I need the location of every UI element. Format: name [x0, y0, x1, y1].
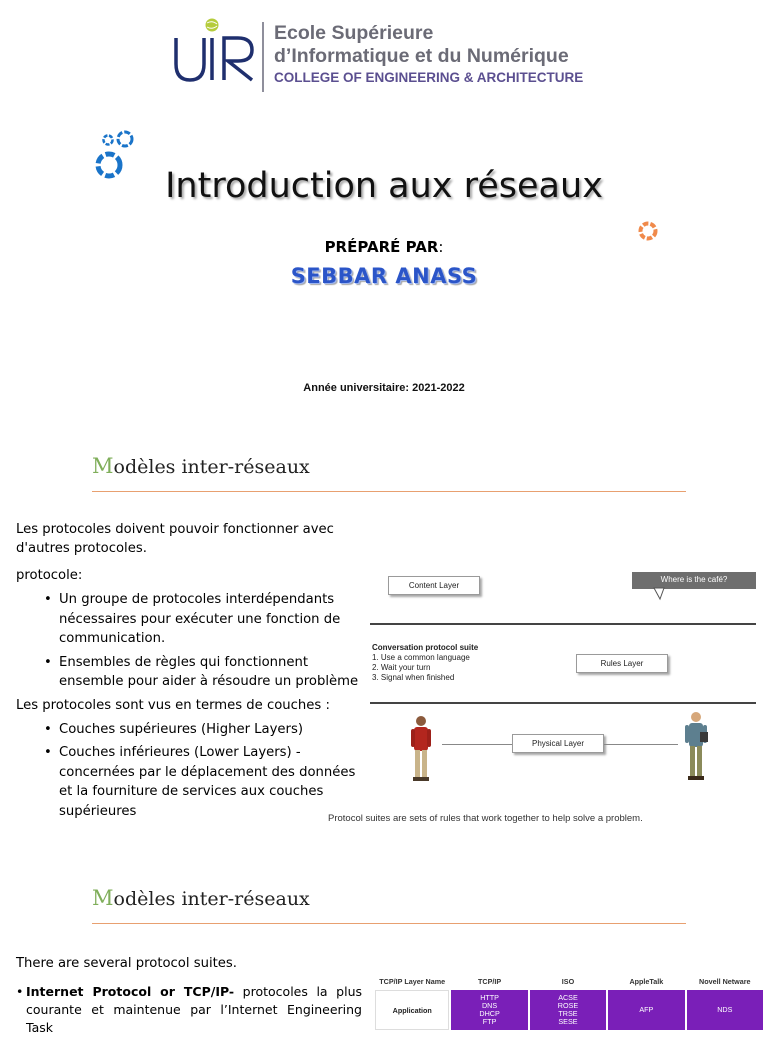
rules-layer-box: Rules Layer	[576, 654, 668, 673]
uir-logo	[172, 14, 622, 94]
paragraph-layers: Les protocoles sont vus en termes de couches :	[16, 697, 330, 713]
protocol-suite-figure	[322, 568, 768, 838]
logo-text	[274, 22, 583, 87]
slide-body-text	[16, 520, 366, 825]
internetwork-models-slide	[0, 432, 768, 852]
list-item: • Couches inférieures (Lower Layers) - concernées par le déplacement des données et la fourniture de services aux couches supérieures	[44, 743, 366, 821]
heading-initial: M	[92, 454, 114, 478]
heading-underline	[92, 923, 686, 924]
academic-year: Année universitaire: 2021-2022	[303, 382, 465, 394]
person-right-icon	[682, 710, 710, 784]
suite-rule: 3. Signal when finished	[372, 673, 455, 682]
protocol-suite-table	[373, 964, 765, 1032]
protocol-name: FTP	[482, 1017, 497, 1026]
table-cell-layer: Application	[375, 990, 449, 1030]
connection-line	[604, 744, 678, 745]
speech-bubble-tail-icon	[652, 588, 666, 600]
slide-heading	[92, 886, 310, 910]
protocol-name: AFP	[639, 1005, 654, 1014]
table-cell-appletalk	[608, 990, 684, 1030]
suite-rule: 1. Use a common language	[372, 653, 470, 662]
prepared-by-text: PRÉPARÉ PAR	[324, 238, 439, 256]
protocol-name: DNS	[481, 1001, 498, 1010]
logo-school-line1: Ecole Supérieure	[274, 22, 434, 44]
physical-layer-box: Physical Layer	[512, 734, 604, 753]
paragraph-suites: There are several protocol suites.	[16, 956, 237, 971]
author-name: SEBBAR ANASS	[290, 264, 478, 288]
uir-logo-mark	[172, 14, 260, 94]
table-cell-tcpip	[451, 990, 527, 1030]
presentation-title: Introduction aux réseaux	[165, 166, 603, 206]
table-row	[375, 990, 763, 1030]
suites-list	[16, 983, 362, 1037]
list-item: • Couches supérieures (Higher Layers)	[44, 720, 366, 740]
heading-underline	[92, 491, 686, 492]
table-header-row	[375, 966, 763, 988]
logo-school-line2: d’Informatique et du Numérique	[274, 45, 569, 67]
protocol-name: DHCP	[479, 1009, 500, 1018]
table-header: TCP/IP Layer Name	[379, 977, 446, 986]
protocol-definition-list	[44, 590, 366, 692]
protocol-suites-slide	[0, 864, 768, 1035]
bullet-bold: Internet Protocol or TCP/IP-	[26, 984, 235, 999]
table-cell-netware	[687, 990, 763, 1030]
layer-divider	[370, 702, 756, 704]
list-item: • Ensembles de règles qui fonctionnent ensemble pour aider à résoudre un problème	[44, 653, 366, 692]
table-header: AppleTalk	[629, 977, 664, 986]
layers-list	[44, 720, 366, 822]
list-item	[16, 983, 362, 1037]
protocol-name: HTTP	[480, 993, 499, 1002]
protocol-name: SESE	[558, 1017, 578, 1026]
bullet-text: protocoles la plus courante et maintenue par l’Internet Engineering Task	[26, 984, 363, 1035]
heading-initial: M	[92, 886, 114, 910]
connection-line	[442, 744, 516, 745]
prepared-by-colon: :	[438, 238, 444, 256]
title-slide	[0, 0, 768, 420]
table-cell-iso	[530, 990, 606, 1030]
slide-body-text	[16, 954, 362, 1037]
table-header: ISO	[561, 977, 575, 986]
content-layer-box: Content Layer	[388, 576, 480, 595]
speech-bubble: Where is the café?	[632, 572, 756, 589]
list-item: • Un groupe de protocoles interdépendants nécessaires pour exécuter une fonction de communication.	[44, 590, 366, 649]
heading-rest: odèles inter-réseaux	[113, 888, 310, 910]
table-header: TCP/IP	[478, 977, 502, 986]
protocol-name: TRSE	[558, 1009, 578, 1018]
table-header: Novell Netware	[699, 977, 751, 986]
suite-title: Conversation protocol suite	[372, 643, 479, 652]
prepared-by-label	[0, 238, 768, 256]
figure-caption: Protocol suites are sets of rules that work together to help solve a problem.	[328, 813, 643, 824]
protocol-name: ROSE	[557, 1001, 579, 1010]
logo-college-line: COLLEGE OF ENGINEERING & ARCHITECTURE	[274, 70, 584, 85]
logo-divider	[262, 22, 264, 92]
slide-heading	[92, 454, 310, 478]
paragraph-protocole: protocole:	[16, 568, 83, 583]
paragraph-interop: Les protocoles doivent pouvoir fonctionner avec d'autres protocoles.	[16, 522, 334, 556]
heading-rest: odèles inter-réseaux	[113, 456, 310, 478]
layer-divider	[370, 623, 756, 625]
person-left-icon	[408, 714, 434, 784]
protocol-name: ACSE	[558, 993, 578, 1002]
suite-rule: 2. Wait your turn	[372, 663, 431, 672]
protocol-name: NDS	[717, 1005, 733, 1014]
